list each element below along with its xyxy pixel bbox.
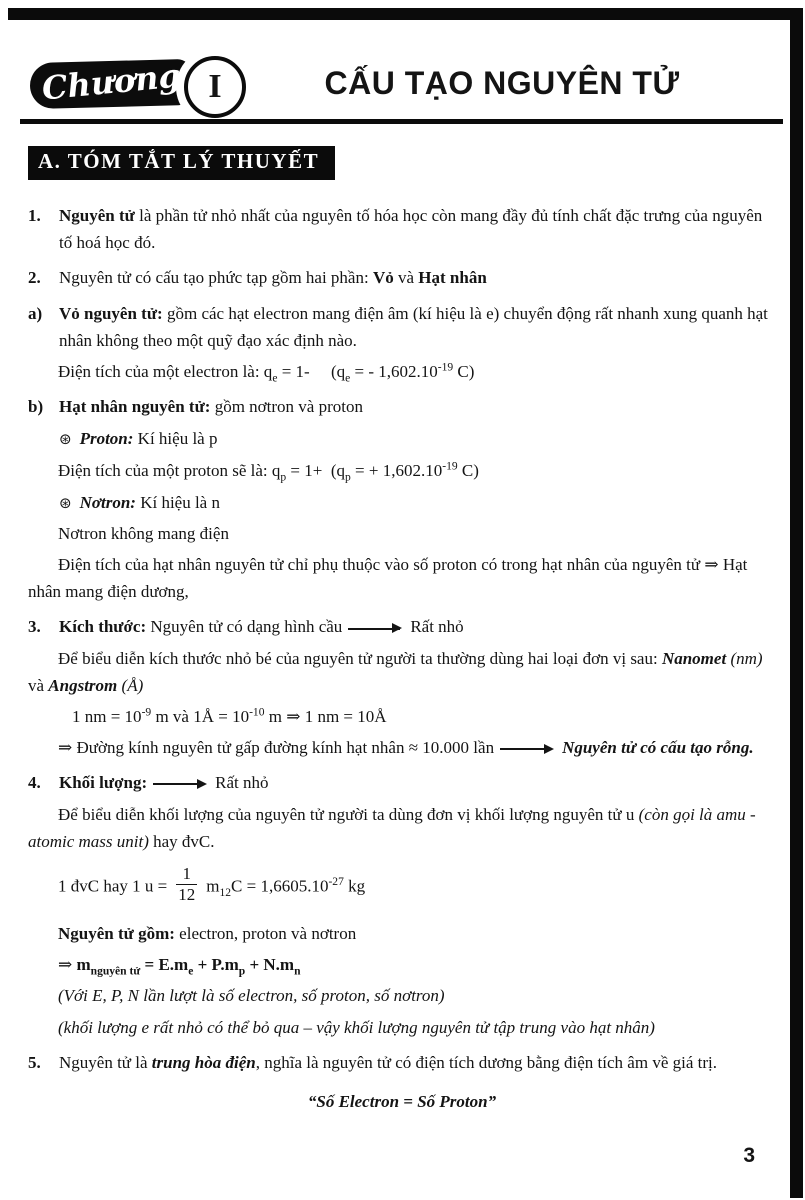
text-segment: -19 <box>437 360 454 374</box>
page-title: CẤU TẠO NGUYÊN TỬ <box>324 64 680 101</box>
content <box>28 194 776 1117</box>
chapter-banner-bg <box>29 56 192 109</box>
notron-note-line <box>58 520 776 547</box>
text-segment: Kí hiệu là n <box>135 492 220 512</box>
text-segment: Kích thước: <box>59 617 147 637</box>
fraction-numerator: 1 <box>176 864 197 886</box>
text-segment: = + 1,602.10 <box>350 460 443 480</box>
text-segment: và <box>393 268 419 288</box>
unit-conversion-line <box>72 703 776 730</box>
text-segment: m <box>201 876 220 896</box>
text-segment: hay đvC. <box>148 831 215 851</box>
text-segment: m và 1Å = 10 <box>151 707 250 726</box>
text-segment: Điện tích của một proton sẽ là: q <box>58 460 281 480</box>
text-segment: 1 nm = 10 <box>72 707 142 726</box>
text-segment: (khối lượng e rất nhỏ có thể bỏ qua – vậy khối lượng nguyên tử tập trung vào hạt nhân) <box>58 1017 655 1037</box>
text-segment: -9 <box>141 705 152 719</box>
text-segment: (còn gọi là amu - atomic mass unit) <box>28 804 756 851</box>
list-marker: 4. <box>28 773 41 793</box>
text-segment: n <box>294 964 301 978</box>
notron-line <box>59 489 776 516</box>
text-segment: = 1,6605.10 <box>242 876 329 896</box>
chapter-header <box>30 50 776 116</box>
text-segment: e <box>188 964 194 978</box>
list-item-1 <box>28 202 776 256</box>
text-segment: trung hòa điện <box>151 1052 256 1072</box>
text-segment: electron, proton và nơtron <box>174 924 357 944</box>
chapter-number: I <box>208 68 222 105</box>
text-segment: Hạt nhân nguyên tử: <box>59 397 211 417</box>
text-segment: Để biểu diễn kích thước nhỏ bé của nguyên tử người ta thường dùng hai loại đơn vị sau: <box>58 648 662 668</box>
text-segment: C <box>231 876 243 896</box>
list-item-5 <box>28 1049 776 1076</box>
text-segment: = 1- (q <box>277 361 346 381</box>
fraction <box>176 864 197 905</box>
text-segment: -19 <box>442 458 458 472</box>
text-segment: Rất nhỏ <box>215 773 269 793</box>
text-segment: nguyên tử <box>90 964 141 978</box>
header-rule <box>20 119 783 124</box>
text-segment: -10 <box>249 705 265 719</box>
text-segment: Nơtron: <box>79 492 136 512</box>
text-segment: Nguyên tử <box>59 206 135 225</box>
text-segment: Nguyên tử có dạng hình cầu <box>146 617 343 637</box>
text-segment: gồm các hạt electron mang điện âm (kí hiệu là e) chuyển động rất nhanh xung quanh hạt nhân không theo một quỹ đạo xác định nào. <box>59 303 768 350</box>
text-segment: “Số Electron = Số Proton” <box>307 1091 497 1111</box>
list-marker: 3. <box>28 617 41 637</box>
text-segment: = 1+ (q <box>286 460 345 480</box>
text-segment: Vỏ nguyên tử: <box>59 303 163 323</box>
text-segment: Để biểu diễn khối lượng của nguyên tử người ta dùng đơn vị khối lượng nguyên tử u <box>58 804 639 824</box>
text-segment: Nguyên tử có cấu tạo rỗng. <box>562 738 754 758</box>
text-segment: + N.m <box>245 955 295 975</box>
text-segment: Hạt nhân <box>418 268 487 288</box>
text-segment: Kí hiệu là p <box>133 429 218 449</box>
top-border <box>8 8 795 20</box>
mass-formula-line <box>58 863 776 908</box>
list-marker: a) <box>28 303 43 323</box>
text-segment: Điện tích của một electron là: q <box>58 361 273 381</box>
chapter-number-circle <box>184 56 246 118</box>
text-segment: gồm nơtron và proton <box>210 397 363 417</box>
subitem-a <box>28 300 776 354</box>
text-segment: Rất nhỏ <box>410 617 464 637</box>
text-segment: và <box>28 675 49 695</box>
text-segment: Nguyên tử có cấu tạo phức tạp gồm hai phần: <box>59 268 373 288</box>
flower-bullet-icon: ⊛ <box>59 430 72 449</box>
chapter-banner <box>30 53 252 113</box>
text-segment: = - 1,602.10 <box>350 361 438 381</box>
text-segment: Nguyên tử gồm: <box>58 924 175 944</box>
epn-note-line <box>58 982 776 1009</box>
text-segment: Điện tích của hạt nhân nguyên tử chỉ phụ thuộc vào số proton có trong hạt nhân của nguyên tử ⇒ Hạt nhân mang điện dương, <box>28 555 748 602</box>
list-marker: b) <box>28 397 44 417</box>
right-border <box>790 8 803 1198</box>
text-segment: Angstrom <box>48 675 118 695</box>
text-segment: 1 đvC hay 1 u = <box>58 876 172 896</box>
list-item-3 <box>28 613 776 640</box>
text-segment: = E.m <box>140 955 189 975</box>
text-segment: kg <box>343 876 366 896</box>
text-segment: Nơtron không mang điện <box>58 523 229 543</box>
text-segment: m <box>76 955 91 975</box>
text-segment: (Å) <box>117 675 144 695</box>
mass-note-line <box>58 1014 776 1041</box>
text-segment: C) <box>457 460 479 480</box>
text-segment: + P.m <box>193 955 239 975</box>
text-segment: ⇒ <box>58 955 77 975</box>
long-arrow-icon <box>500 748 552 750</box>
text-segment: e <box>272 371 278 385</box>
list-marker: 2. <box>28 268 41 288</box>
subitem-b <box>28 393 776 420</box>
list-item-2 <box>28 264 776 291</box>
list-item-4 <box>28 769 776 796</box>
diameter-paragraph <box>28 734 776 761</box>
proton-charge-line <box>58 457 776 484</box>
text-segment: -27 <box>328 874 344 888</box>
text-segment: e <box>345 371 351 385</box>
list-marker: 5. <box>28 1052 41 1072</box>
text-segment: C) <box>453 361 475 381</box>
section-title: A. TÓM TẮT LÝ THUYẾT <box>28 146 335 180</box>
text-segment: p <box>345 469 351 483</box>
text-segment: ⇒ Đường kính nguyên tử gấp đường kính hạt nhân ≈ 10.000 lần <box>58 738 495 758</box>
mass-unit-paragraph <box>28 801 776 855</box>
fraction-denominator: 12 <box>178 885 196 905</box>
text-segment: là phần tử nhỏ nhất của nguyên tố hóa học còn mang đầy đủ tính chất đặc trưng của nguyên tố hoá học đó. <box>59 206 763 253</box>
text-segment: m ⇒ 1 nm = 10Å <box>264 707 387 726</box>
long-arrow-icon <box>153 783 205 785</box>
text-segment: (nm) <box>726 648 763 668</box>
long-arrow-icon <box>348 628 400 630</box>
text-segment: , nghĩa là nguyên tử có điện tích dương bằng điện tích âm về giá trị. <box>255 1052 717 1072</box>
electron-proton-quote <box>28 1088 776 1115</box>
flower-bullet-icon: ⊛ <box>59 493 72 512</box>
proton-line <box>59 425 776 452</box>
list-marker: 1. <box>28 206 41 225</box>
text-segment: (Với E, P, N lần lượt là số electron, số proton, số nơtron) <box>58 986 445 1006</box>
atom-components-line <box>58 920 776 947</box>
text-segment: p <box>280 469 287 483</box>
electron-charge-line <box>58 358 776 385</box>
size-units-paragraph <box>28 645 776 699</box>
text-segment: Proton: <box>79 429 134 449</box>
text-segment: Nanomet <box>661 648 727 668</box>
mass-sum-formula <box>58 951 776 978</box>
page-number: 3 <box>743 1144 755 1167</box>
text-segment: Khối lượng: <box>59 773 148 793</box>
text-segment: 12 <box>219 885 232 899</box>
text-segment: Vỏ <box>372 268 394 288</box>
text-segment: Nguyên tử là <box>59 1052 152 1072</box>
text-segment: p <box>238 964 246 978</box>
nucleus-charge-paragraph <box>28 551 776 605</box>
chapter-label: Chương <box>39 56 182 108</box>
